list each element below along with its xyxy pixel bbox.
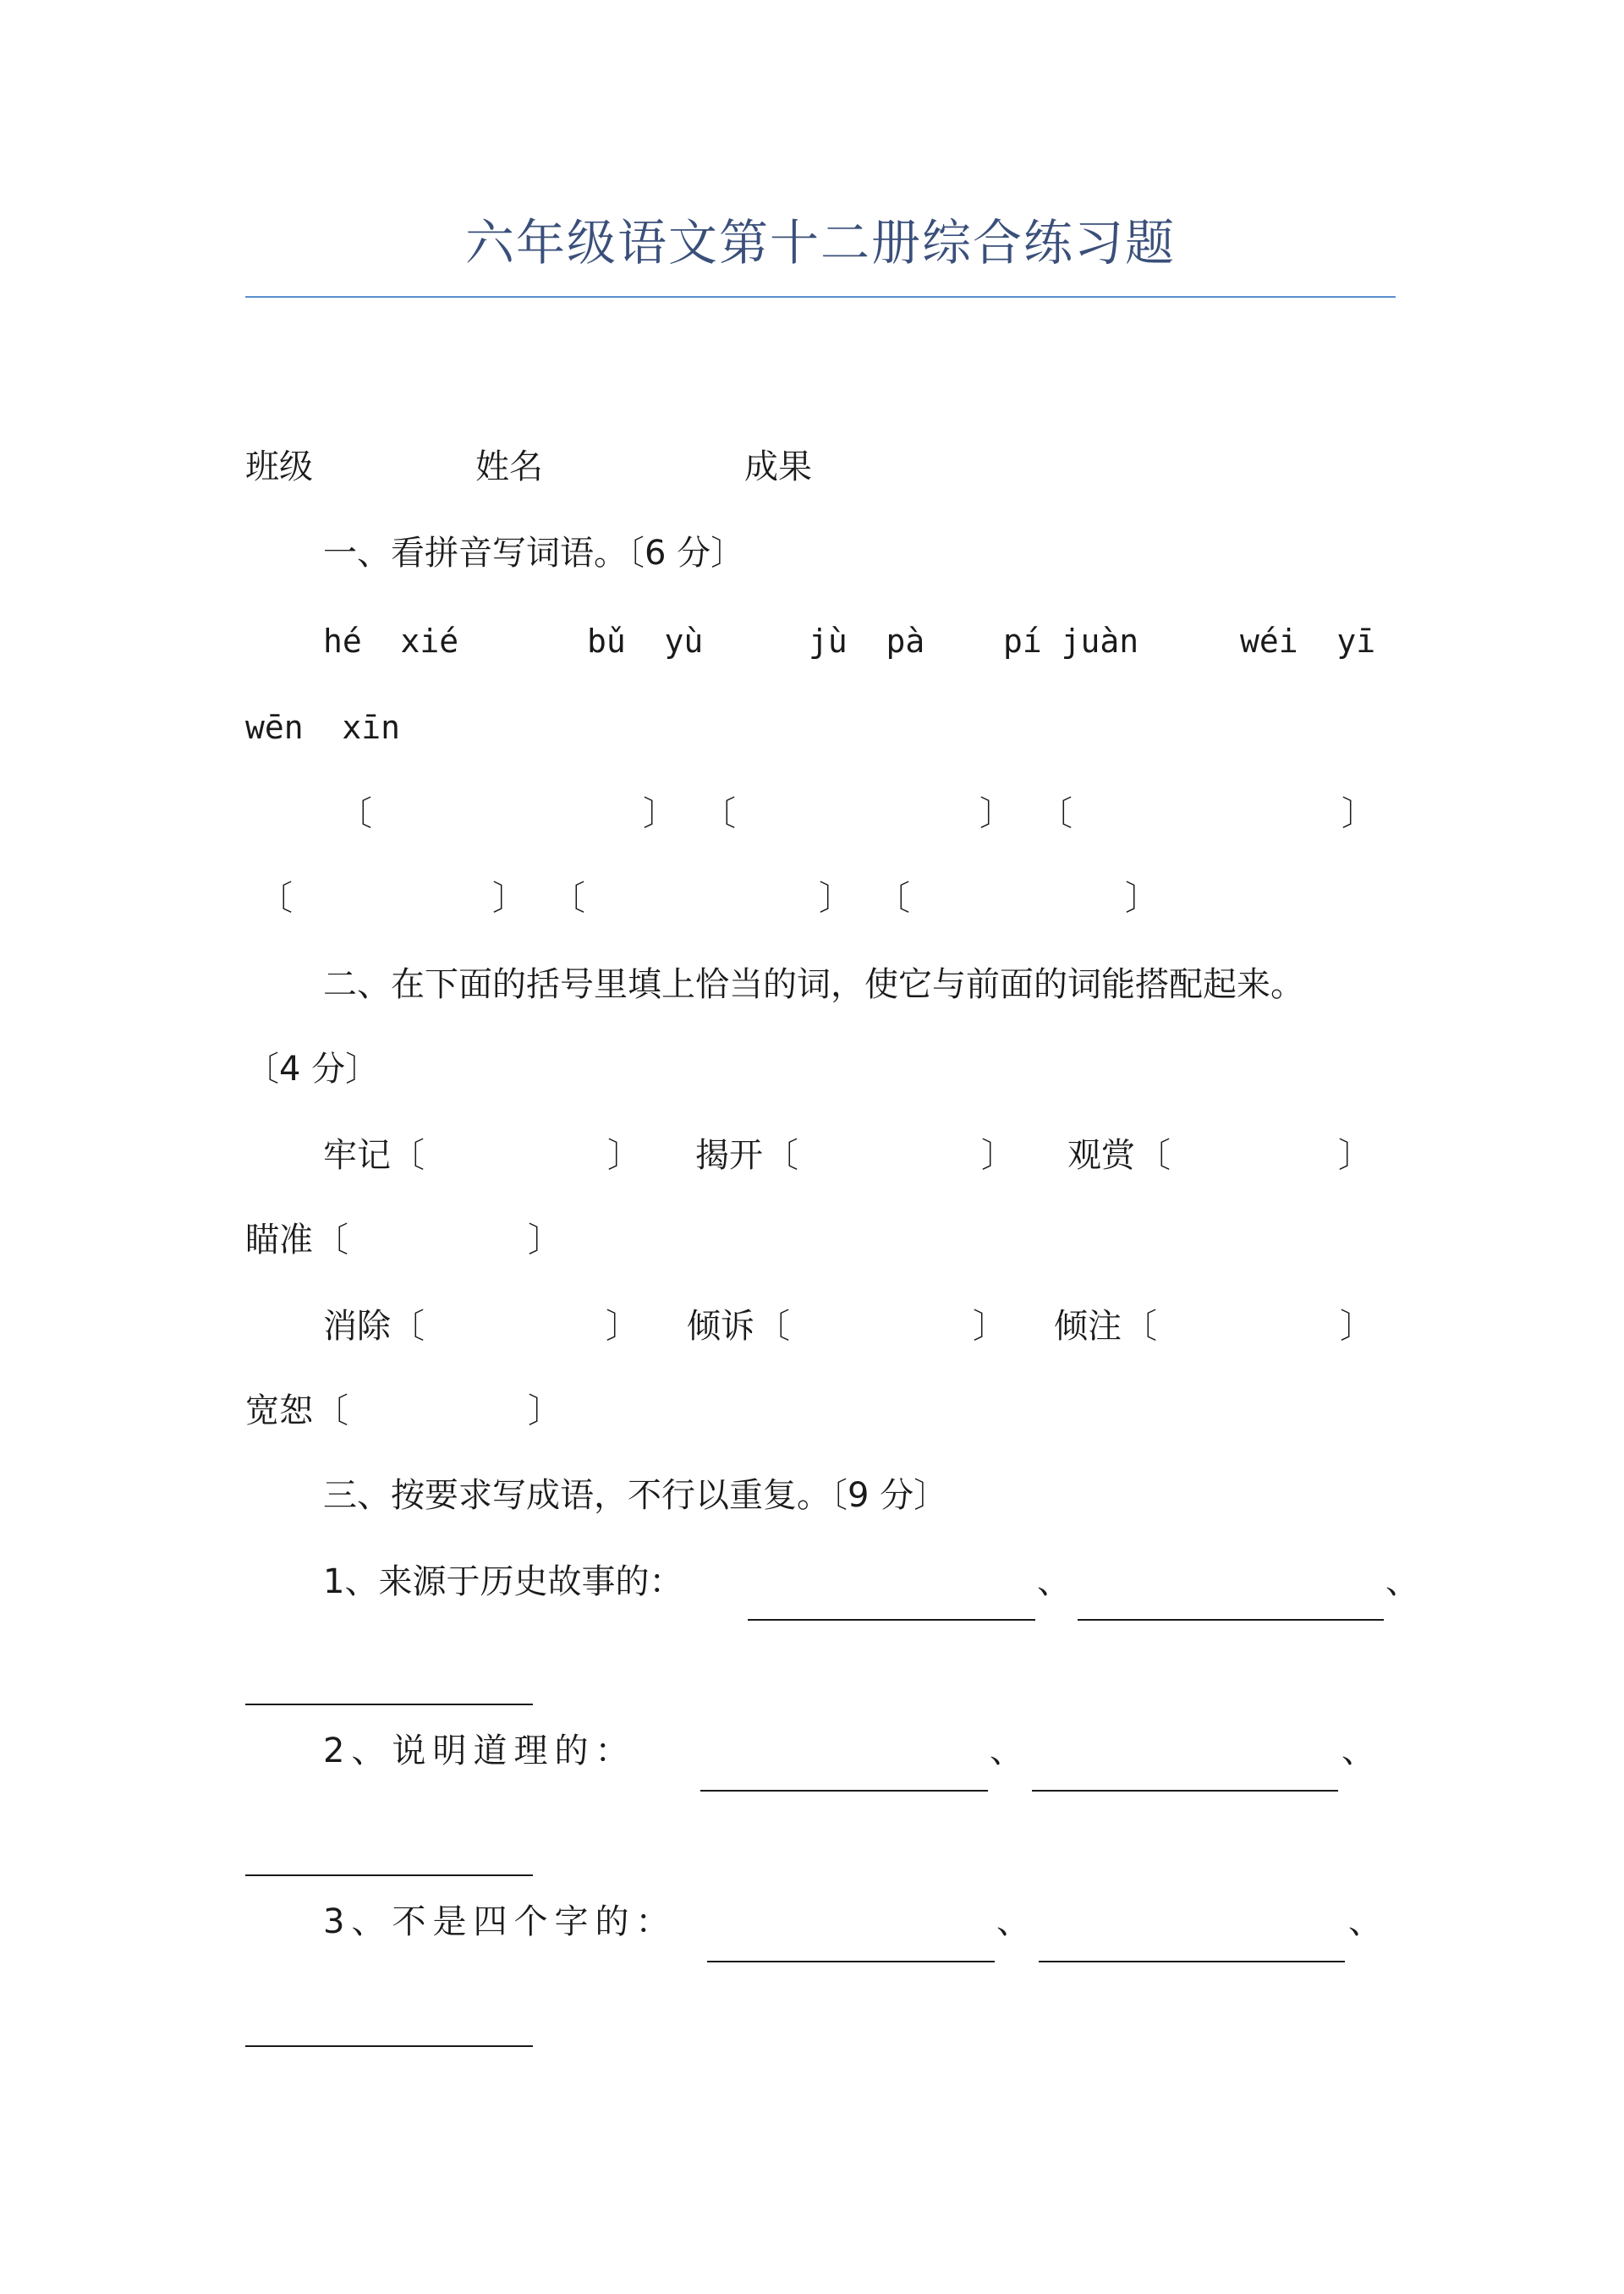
separator: 、 (1341, 1731, 1375, 1770)
answer-bracket-open: 〔 (391, 1136, 425, 1175)
answer-bracket-open: 〔 (876, 879, 910, 918)
answer-bracket-close: 〕 (528, 1391, 562, 1430)
answer-blank[interactable] (245, 1844, 533, 1876)
answer-bracket-open: 〔 (756, 1307, 790, 1346)
answer-bracket-open: 〔 (315, 1391, 348, 1430)
pinyin-6: wēn xīn (245, 709, 401, 746)
separator: 、 (1385, 1562, 1419, 1601)
answer-bracket-close: 〕 (1340, 1307, 1374, 1346)
q3-item-3: 3、不是四个字的： (323, 1902, 677, 1941)
answer-bracket-open: 〔 (315, 1221, 348, 1260)
q2-word: 牢记 (323, 1136, 391, 1175)
answer-blank[interactable] (700, 1759, 988, 1792)
answer-bracket-open: 〔 (391, 1307, 425, 1346)
q2-heading-points: 〔4 分〕 (245, 1050, 380, 1089)
q3-item-2: 2、说明道理的： (323, 1731, 636, 1770)
pinyin-4: pí juàn (1003, 623, 1139, 660)
page-title: 六年级语文第十二册综合练习题 (464, 214, 1176, 272)
answer-bracket-open: 〔 (1137, 1136, 1171, 1175)
q3-heading: 三、按要求写成语，不行以重复。〔9 分〕 (323, 1476, 948, 1515)
separator: 、 (990, 1731, 1023, 1770)
q2-word: 瞄准 (245, 1221, 313, 1260)
answer-bracket-close: 〕 (606, 1307, 639, 1346)
pinyin-2: bǔ yù (587, 623, 704, 660)
score-label: 成果 (744, 447, 812, 486)
answer-bracket-open: 〔 (1039, 794, 1073, 833)
q2-word: 观赏 (1067, 1136, 1135, 1175)
q2-heading: 二、在下面的括号里填上恰当的词，使它与前面的词能搭配起来。 (323, 965, 1304, 1004)
answer-blank[interactable] (1078, 1589, 1384, 1621)
q3-item-1: 1、来源于历史故事的： (323, 1562, 683, 1601)
q2-word: 宽恕 (245, 1391, 313, 1430)
answer-bracket-close: 〕 (1341, 794, 1375, 833)
separator: 、 (1037, 1562, 1071, 1601)
answer-bracket-close: 〕 (973, 1307, 1007, 1346)
q1-heading: 一、看拼音写词语。〔6 分〕 (323, 534, 745, 573)
q2-word: 揭开 (695, 1136, 763, 1175)
answer-blank[interactable] (707, 1930, 995, 1962)
answer-blank[interactable] (1039, 1930, 1345, 1962)
q2-word: 倾诉 (687, 1307, 754, 1346)
answer-bracket-open: 〔 (702, 794, 736, 833)
answer-bracket-close: 〕 (979, 794, 1013, 833)
pinyin-5: wéi yī (1240, 623, 1376, 660)
class-label: 班级 (245, 447, 313, 486)
answer-bracket-close: 〕 (492, 879, 526, 918)
answer-blank[interactable] (245, 2015, 533, 2047)
name-label: 姓名 (475, 447, 543, 486)
answer-bracket-close: 〕 (607, 1136, 641, 1175)
answer-bracket-close: 〕 (819, 879, 853, 918)
answer-bracket-open: 〔 (765, 1136, 798, 1175)
answer-bracket-close: 〕 (1338, 1136, 1372, 1175)
q2-word: 倾注 (1054, 1307, 1122, 1346)
q2-word: 消除 (323, 1307, 391, 1346)
answer-bracket-open: 〔 (551, 879, 585, 918)
answer-bracket-close: 〕 (528, 1221, 562, 1260)
answer-blank[interactable] (245, 1673, 533, 1705)
answer-blank[interactable] (1032, 1759, 1338, 1792)
answer-bracket-close: 〕 (643, 794, 677, 833)
answer-bracket-open: 〔 (1123, 1307, 1157, 1346)
pinyin-3: jù pà (809, 623, 925, 660)
answer-bracket-open: 〔 (259, 879, 293, 918)
separator: 、 (1348, 1902, 1382, 1941)
answer-bracket-close: 〕 (981, 1136, 1015, 1175)
pinyin-1: hé xié (323, 623, 459, 660)
title-divider (245, 296, 1396, 298)
separator: 、 (996, 1902, 1030, 1941)
answer-bracket-close: 〕 (1125, 879, 1159, 918)
answer-bracket-open: 〔 (338, 794, 372, 833)
answer-blank[interactable] (748, 1589, 1035, 1621)
